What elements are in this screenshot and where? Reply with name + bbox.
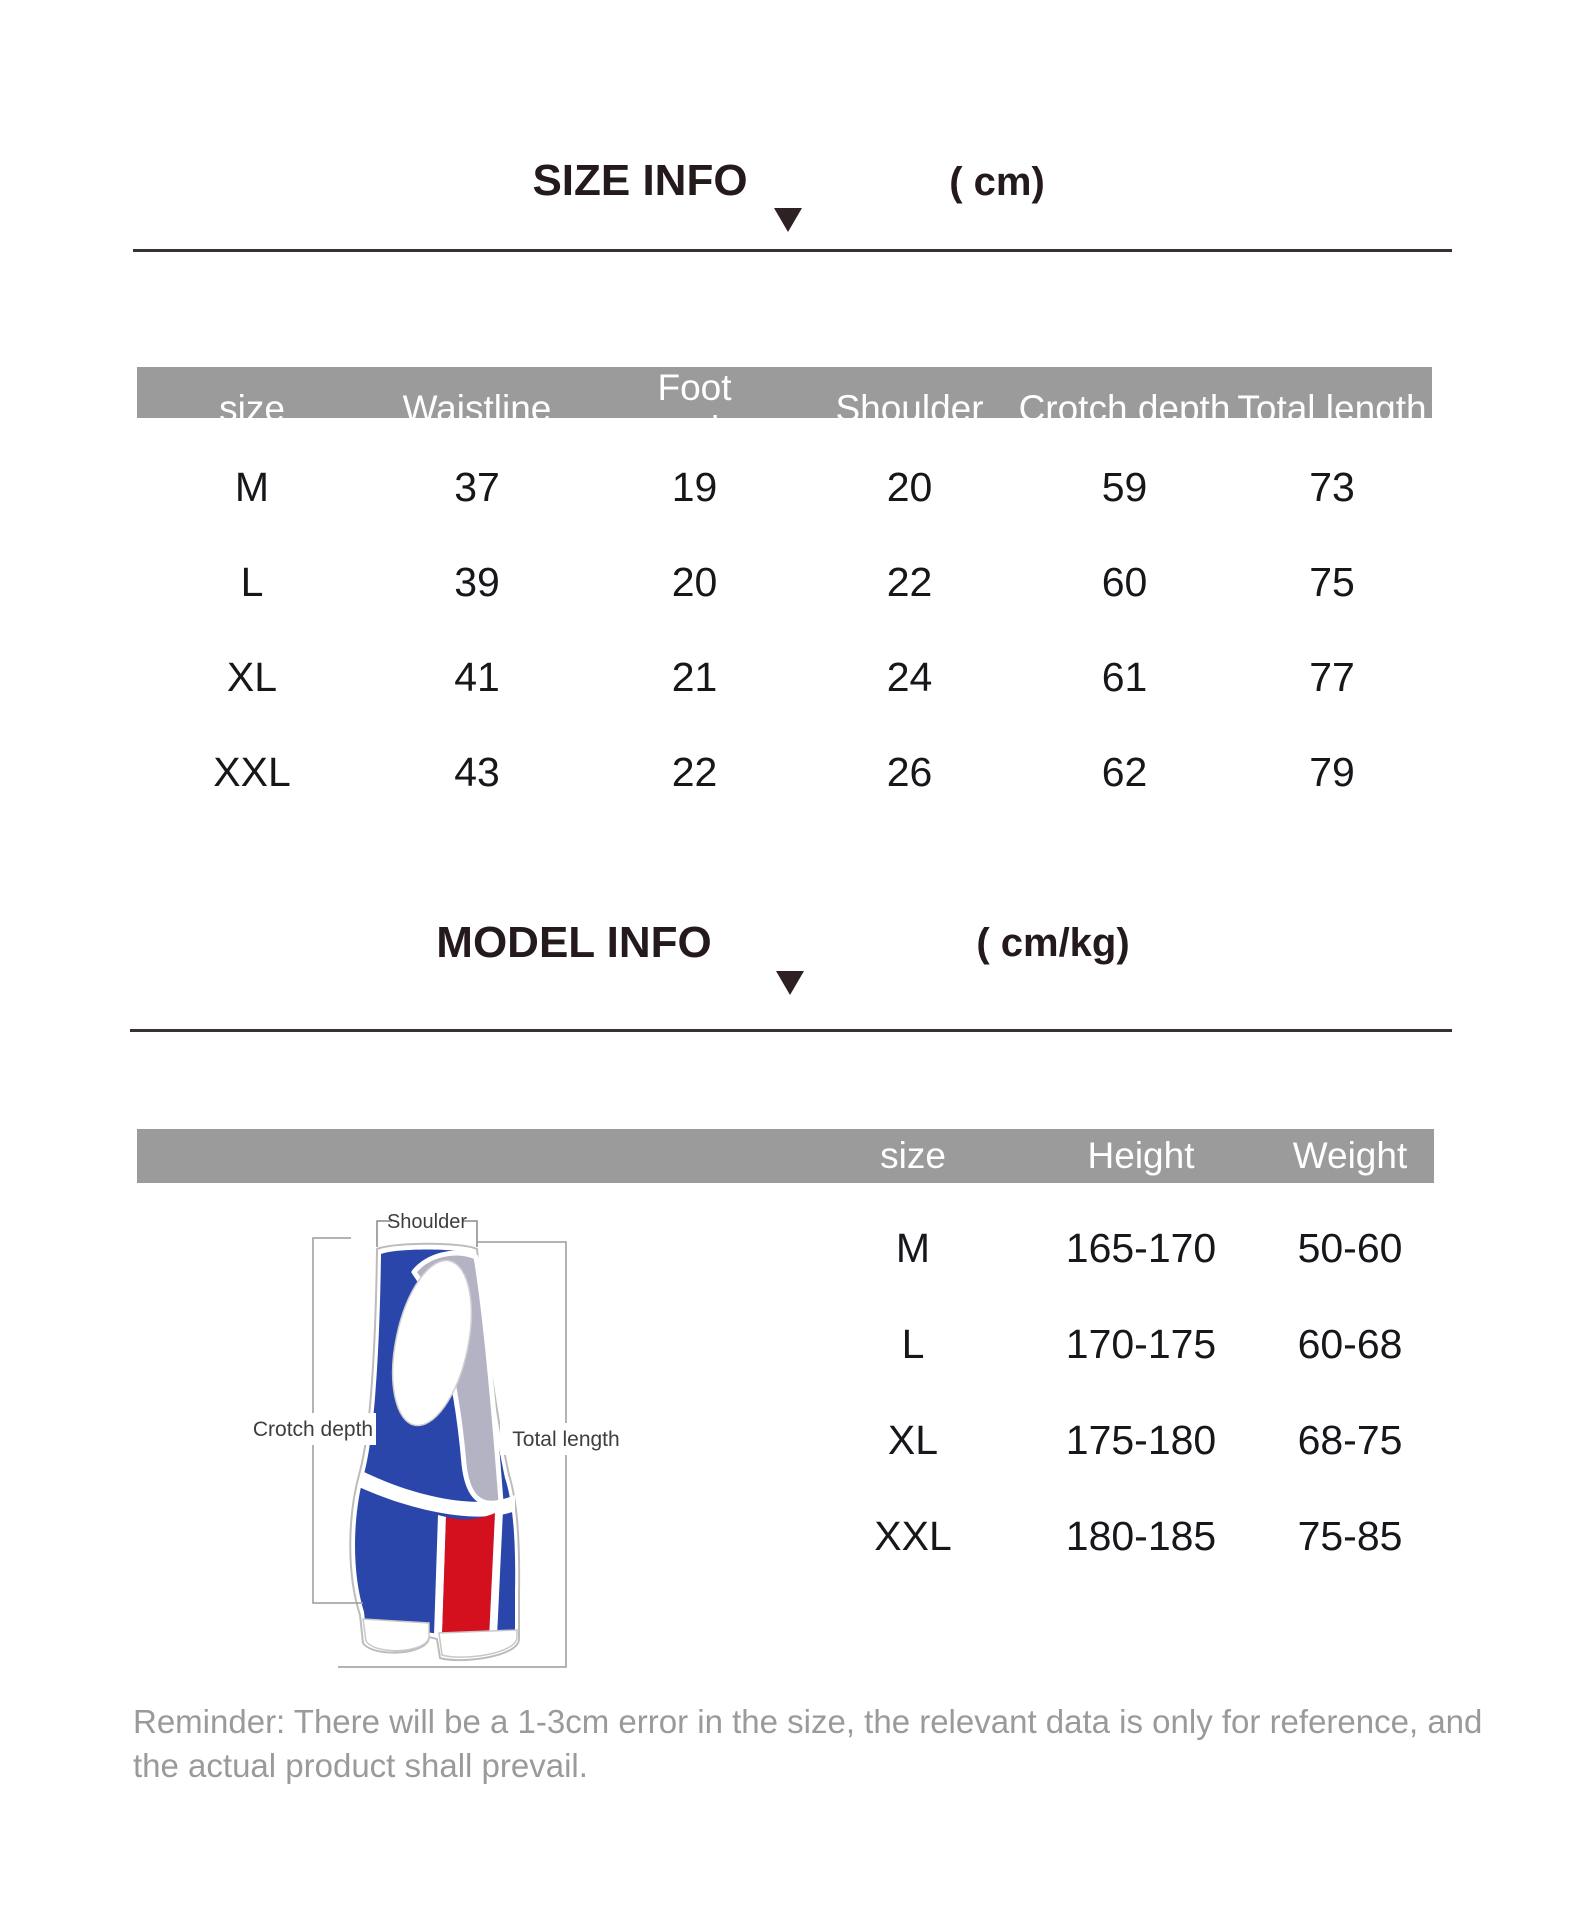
table-cell: 20 <box>671 559 718 605</box>
table-cell: 77 <box>1309 654 1355 700</box>
model-info-unit: ( cm/kg) <box>976 921 1130 965</box>
table-cell: 79 <box>1309 749 1355 795</box>
table-cell: 20 <box>886 464 933 510</box>
table-cell: XL <box>226 654 278 700</box>
table-cell: 75-85 <box>1297 1512 1403 1559</box>
model-info-title: MODEL INFO <box>436 918 712 967</box>
table-cell: XL <box>887 1416 939 1463</box>
side-panel-red <box>442 1513 495 1642</box>
table-cell: 60-68 <box>1297 1320 1403 1367</box>
table-cell: L <box>901 1320 925 1367</box>
table-cell: M <box>234 464 270 510</box>
table-cell: 41 <box>454 654 500 700</box>
table-cell: 26 <box>886 749 933 795</box>
table-cell: 180-185 <box>1065 1512 1217 1559</box>
table-cell: 21 <box>671 654 718 700</box>
table-cell: XXL <box>213 749 291 795</box>
table-cell: 165-170 <box>1065 1224 1217 1271</box>
col-header-foot-opening: Foot opening <box>628 367 761 450</box>
col-header-height: Height <box>1087 1135 1195 1176</box>
col-header-total-length: Total length <box>1237 388 1427 429</box>
size-table-header <box>137 367 1432 450</box>
size-table-body <box>137 440 1432 820</box>
total-length-label: Total length <box>512 1428 620 1451</box>
shoulder-label: Shoulder <box>386 1211 468 1233</box>
col-header-crotch-depth: Crotch depth <box>1018 388 1231 429</box>
bib-shorts-diagram <box>180 1175 680 1690</box>
table-row-XXL <box>137 725 1432 820</box>
table-cell: 22 <box>886 559 933 605</box>
table-cell: 170-175 <box>1065 1320 1217 1367</box>
down-triangle-icon <box>776 971 804 995</box>
size-info-title: SIZE INFO <box>532 156 748 205</box>
table-cell: 61 <box>1101 654 1148 700</box>
col-header-size: size <box>880 1135 946 1176</box>
table-cell: 175-180 <box>1065 1416 1217 1463</box>
table-cell: 19 <box>671 464 718 510</box>
front-leg-cuff <box>363 1619 429 1651</box>
down-triangle-icon <box>774 208 802 232</box>
table-cell: L <box>240 559 264 605</box>
table-row-XL <box>137 630 1432 725</box>
table-cell: 24 <box>886 654 933 700</box>
table-cell: 60 <box>1101 559 1148 605</box>
col-header-waistline: Waistline <box>402 388 552 429</box>
table-cell: 37 <box>454 464 500 510</box>
divider-line <box>130 1029 1452 1032</box>
reminder-text: Reminder: There will be a 1-3cm error in the size, the relevant data is only for reference, and the actual product shall prevail. <box>133 1703 1483 1784</box>
table-cell: 73 <box>1309 464 1355 510</box>
table-row-L <box>137 535 1432 630</box>
table-cell: 22 <box>671 749 718 795</box>
col-header-weight: Weight <box>1292 1135 1408 1176</box>
table-cell: 62 <box>1101 749 1148 795</box>
col-header-size: size <box>219 388 285 429</box>
table-cell: 43 <box>454 749 500 795</box>
divider-line <box>133 249 1452 252</box>
table-row-M <box>137 440 1432 535</box>
crotch-depth-label: Crotch depth <box>252 1418 374 1441</box>
table-cell: M <box>895 1224 931 1271</box>
table-cell: 59 <box>1101 464 1148 510</box>
table-cell: 75 <box>1309 559 1355 605</box>
size-info-unit: ( cm) <box>949 160 1045 204</box>
table-cell: 68-75 <box>1297 1416 1403 1463</box>
table-cell: 39 <box>454 559 500 605</box>
col-header-shoulder: Shoulder <box>835 388 984 429</box>
table-cell: XXL <box>874 1512 952 1559</box>
table-cell: 50-60 <box>1297 1224 1403 1271</box>
